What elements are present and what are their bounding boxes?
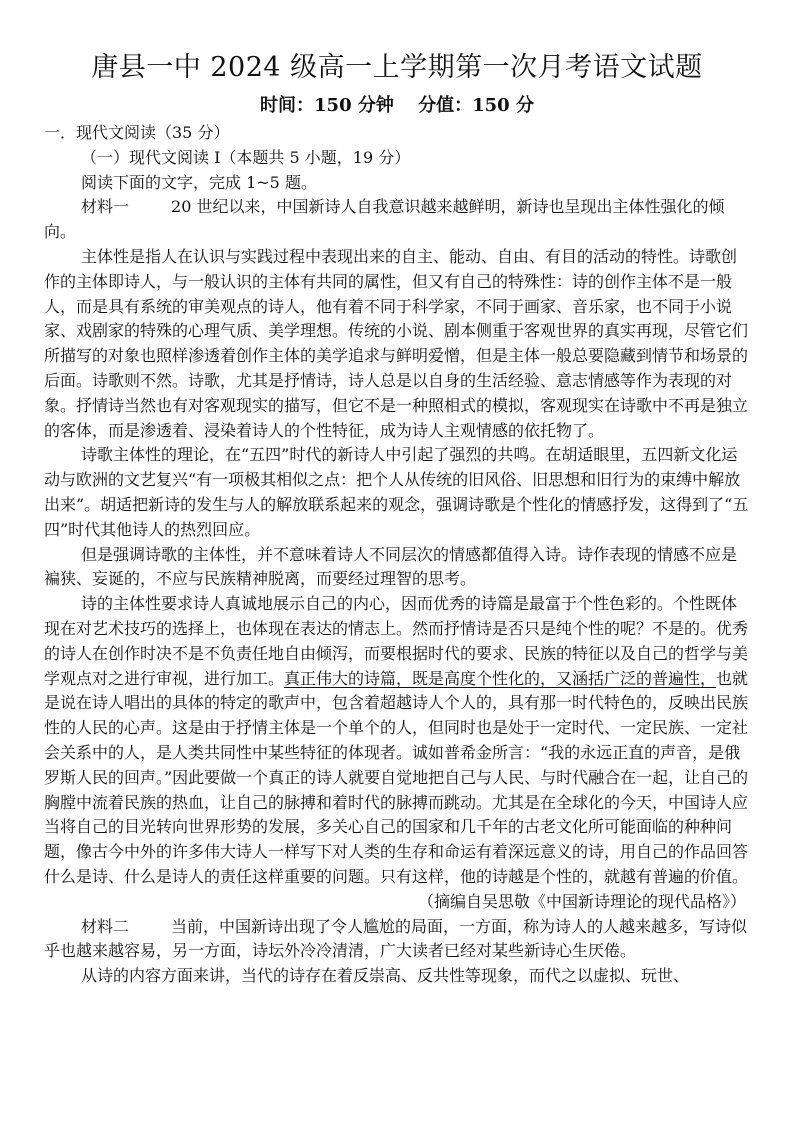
material2-paragraph-1 xyxy=(44,915,752,965)
material2-paragraph-2: 从诗的内容方面来讲，当代的诗存在着反崇高、反共性等现象，而代之以虚拟、玩世、 xyxy=(81,966,690,986)
material1-source: （摘编自吴思敬《中国新诗理论的现代品格》） xyxy=(417,891,746,911)
material2-label: 材料二 xyxy=(81,916,130,936)
material1-label: 材料一 xyxy=(81,197,130,217)
p5-text-before: 诗的主体性要求诗人真诚地展示自己的内心，因而优秀的诗篇是最富于个性色彩的。个性既体现在对艺术技巧的选择上，也体现在表达的情志上。然而抒情诗是否只是纯个性的呢？不是的。优秀的诗人在创作时决不是不负责任地自由倾泻，而要根据时代的要求、民族的特征以及自己的哲学与美学观点对之进行审视，进行加工。 xyxy=(44,594,749,688)
exam-title: 唐县一中 2024 级高一上学期第一次月考语文试题 xyxy=(91,52,703,83)
section-heading: 一．现代文阅读（35 分） xyxy=(44,123,230,142)
material1-paragraph-2: 主体性是指人在认识与实践过程中表现出来的自主、能动、自由、有目的活动的特性。诗歌创作的主体即诗人，与一般认识的主体有共同的属性，但又有自己的特殊性：诗的创作主体不是一般人，而是具有系统的审美观点的诗人，他有着不同于科学家，不同于画家、音乐家，也不同于小说家、戏剧家的特殊的心理气质、美学理想。传统的小说、剧本侧重于客观世界的真实再现，尽管它们所描写的对象也照样渗透着创作主体的美学追求与鲜明爱憎，但是主体一般总要隐藏到情节和场景的后面。诗歌则不然。诗歌，尤其是抒情诗，诗人总是以自身的生活经验、意志情感等作为表现的对象。抒情诗当然也有对客观现实的描写，但它不是一种照相式的模拟，客观现实在诗歌中不再是独立的客体，而是渗透着、浸染着诗人的个性特征，成为诗人主观情感的依托物了。 xyxy=(44,246,749,440)
material1-paragraph-3: 诗歌主体性的理论，在“五四”时代的新诗人中引起了强烈的共鸣。在胡适眼里，五四新文化运动与欧洲的文艺复兴“有一项极其相似之点：把个人从传统的旧风俗、旧思想和旧行为的束缚中解放出来”。胡适把新诗的发生与人的解放联系起来的观念，强调诗歌是个性化的情感抒发，这得到了“五四”时代其他诗人的热烈回应。 xyxy=(44,445,749,539)
material1-paragraph-1 xyxy=(44,195,752,245)
subsection-heading: （一）现代文阅读 I（本题共 5 小题，19 分） xyxy=(81,147,411,167)
material1-p1-text: 20 世纪以来，中国新诗人自我意识越来越鲜明，新诗也呈现出主体性强化的倾向。 xyxy=(44,197,725,242)
exam-time-and-score: 时间：150 分钟 分值：150 分 xyxy=(260,95,534,116)
underlined-sentence: 真正伟大的诗篇，既是高度个性化的，又涵括广泛的普遍性， xyxy=(284,668,717,688)
reading-instruction: 阅读下面的文字，完成 1~5 题。 xyxy=(81,172,317,192)
material2-p1-text: 当前，中国新诗出现了令人尴尬的局面，一方面，称为诗人的人越来越多，写诗似乎也越来越容易，另一方面，诗坛外冷冷清清，广大读者已经对某些新诗心生厌倦。 xyxy=(44,916,748,961)
material1-paragraph-5 xyxy=(44,592,752,890)
reading-section xyxy=(44,121,752,989)
material1-paragraph-4: 但是强调诗歌的主体性，并不意味着诗人不同层次的情感都值得入诗。诗作表现的情感不应是褊狭、妄诞的，不应与民族精神脱离，而要经过理智的思考。 xyxy=(44,544,738,589)
p5-text-after: 也就是说在诗人唱出的具体的特定的歌声中，包含着超越诗人个人的，具有那一时代特色的，反映出民族性的人民的心声。这是由于抒情主体是一个单个的人，但同时也是处于一定时代、一定民族、一定社会关系中的人，是人类共同性中某些特征的体现者。诚如普希金所言：“我的永远正直的声音，是俄罗斯人民的回声。”因此要做一个真正的诗人就要自觉地把自己与人民、与时代融合在一起，让自己的胸膛中流着民族的热血，让自己的脉搏和着时代的脉搏而跳动。尤其是在全球化的今天，中国诗人应当将自己的目光转向世界形势的发展，多关心自己的国家和几千年的古老文化所可能面临的种种问题，像古今中外的许多伟大诗人一样写下对人类的生存和命运有着深远意义的诗，用自己的作品回答什么是诗、什么是诗人的责任这样重要的问题。只有这样，他的诗越是个性的，就越有普遍的价值。 xyxy=(44,668,749,886)
